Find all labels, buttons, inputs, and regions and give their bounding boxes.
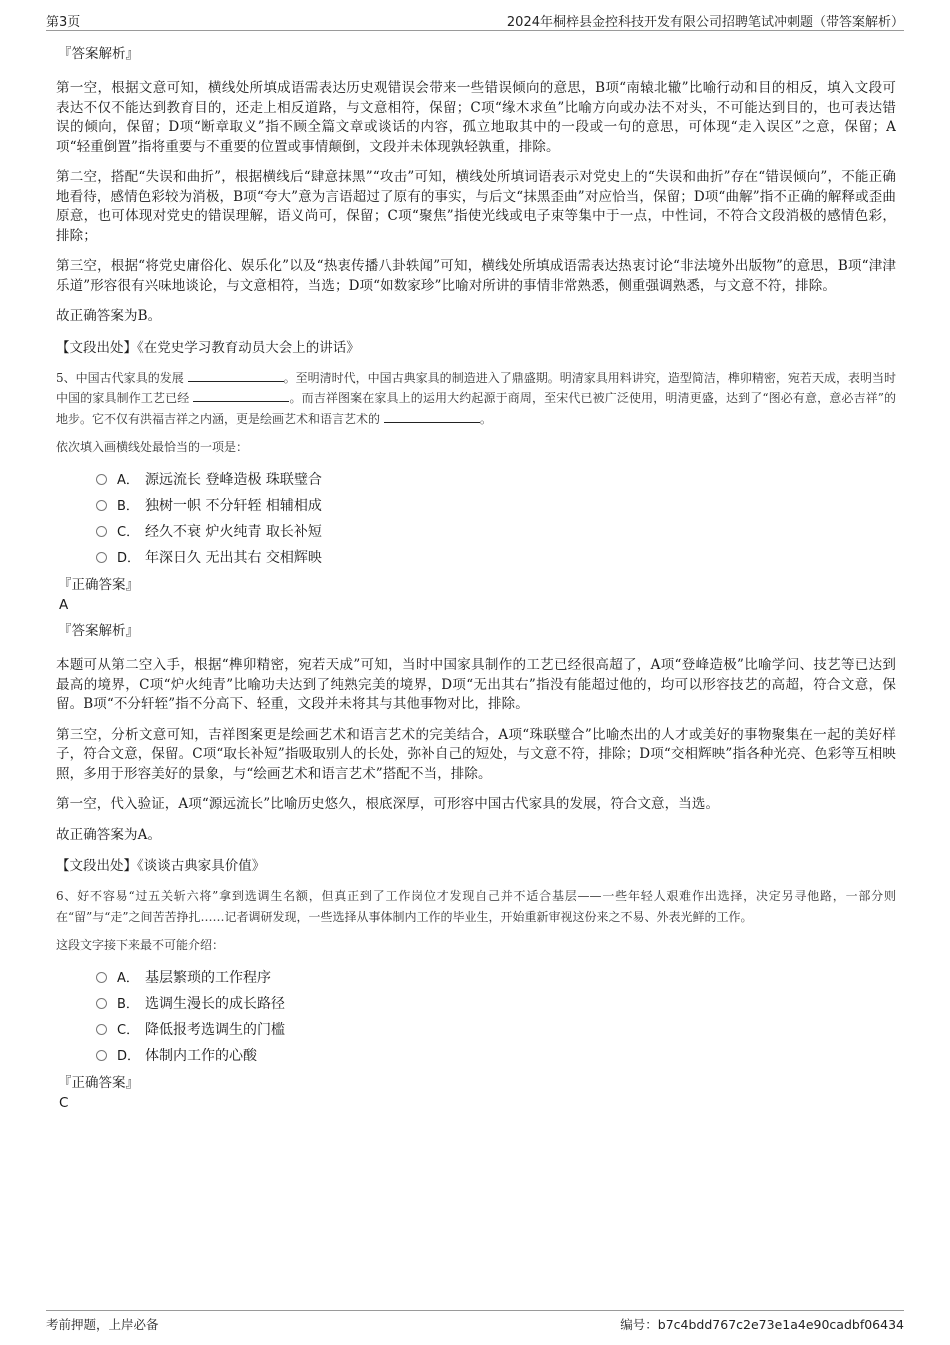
radio-icon[interactable] [96, 998, 107, 1009]
correct-answer: A [59, 597, 69, 613]
page-header [46, 8, 904, 31]
option-d[interactable]: D． 年深日久 无出其右 交相辉映 [96, 545, 896, 571]
option-a[interactable]: A． 源远流长 登峰造极 珠联璧合 [96, 467, 896, 493]
analysis-paragraph: 本题可从第二空入手，根据“榫卯精密，宛若天成”可知，当时中国家具制作的工艺已经很高超了，A项“登峰造极”比喻学问、技艺等已达到最高的境界，C项“炉火纯青”比喻功夫达到了纯熟完美的境界，D项“无出其右”指没有能超过他的，均可以形容技艺的高超，符合文意，保留。B项“不分轩轾”指不分高下、轻重，文段并未将其与其他事物对比，排除。 [56, 657, 896, 712]
question-6-prompt: 这段文字接下来最不可能介绍： [56, 938, 225, 952]
page-footer [46, 1310, 904, 1335]
question-5-options [96, 467, 896, 571]
radio-icon[interactable] [96, 1024, 107, 1035]
question-6-text: 6、好不容易“过五关斩六将”拿到选调生名额，但真正到了工作岗位才发现自己并不适合基层——一些年轻人艰难作出选择，决定另寻他路，一部分则在“留”与“走”之间苦苦挣扎……记者调研发现，一些选择从事体制内工作的毕业生，开始重新审视这份来之不易、外表光鲜的工作。 [56, 889, 896, 924]
fill-blank [193, 389, 289, 402]
radio-icon[interactable] [96, 552, 107, 563]
question-5-prompt: 依次填入画横线处最恰当的一项是： [56, 440, 249, 454]
page-content [56, 44, 896, 1119]
analysis-paragraph: 第一空，代入验证，A项“源远流长”比喻历史悠久，根底深厚，可形容中国古代家具的发展，符合文意，当选。 [56, 796, 720, 812]
radio-icon[interactable] [96, 500, 107, 511]
answer-conclusion: 故正确答案为B。 [56, 308, 162, 324]
analysis-paragraph: 第一空，根据文意可知，横线处所填成语需表达历史观错误会带来一些错误倾向的意思，B项“南辕北辙”比喻行动和目的相反，填入文段可表达不仅不能达到教育目的，还走上相反道路，与文意相符，保留；C项“缘木求鱼”比喻方向或办法不对头，不可能达到目的，也可表达错误的倾向，保留；D项“断章取义”指不顾全篇文章或谈话的内容，孤立地取其中的一段或一句的意思，可体现“走入误区”之意，保留；A项“轻重倒置”指将重要与不重要的位置或事情颠倒，文段并未体现孰轻孰重，排除。 [56, 80, 896, 155]
correct-answer-label: 『正确答案』 [58, 1075, 139, 1091]
source-citation: 【文段出处】《在党史学习教育动员大会上的讲话》 [56, 339, 360, 356]
radio-icon[interactable] [96, 1050, 107, 1061]
source-citation: 【文段出处】《谈谈古典家具价值》 [56, 858, 266, 874]
option-b[interactable]: B． 独树一帜 不分轩轾 相辅相成 [96, 493, 896, 519]
option-c[interactable]: C． 降低报考选调生的门槛 [96, 1017, 896, 1043]
analysis-paragraph: 第三空，分析文意可知，吉祥图案更是绘画艺术和语言艺术的完美结合，A项“珠联璧合”比喻杰出的人才或美好的事物聚集在一起的美好样子，符合文意，保留。C项“取长补短”指吸取别人的长处，弥补自己的短处，与文意不符，排除；D项“交相辉映”指各种光亮、色彩等互相映照，多用于形容美好的景象，与“绘画艺术和语言艺术”搭配不当，排除。 [56, 726, 896, 782]
option-c[interactable]: C． 经久不衰 炉火纯青 取长补短 [96, 519, 896, 545]
correct-answer: C [59, 1095, 69, 1111]
radio-icon[interactable] [96, 474, 107, 485]
radio-icon[interactable] [96, 972, 107, 983]
fill-blank [384, 410, 480, 423]
question-5-text: 5、中国古代家具的发展 。至明清时代，中国古典家具的制造进入了鼎盛期。明清家具用料讲究，造型简洁，榫卯精密，宛若天成，表明当时中国的家具制作工艺已经 。而吉祥图案在家具上的运用大约起源于商周，至宋代已被广泛使用，明清更盛，达到了“图必有意，意必吉祥”的地步。它不仅有洪福吉祥之内涵，更是绘画艺术和语言艺术的 。 [56, 370, 896, 426]
document-title: 2024年桐梓县金控科技开发有限公司招聘笔试冲刺题（带答案解析） [506, 15, 904, 30]
page-number: 第3页 [46, 15, 81, 30]
analysis-paragraph: 第二空，搭配“失误和曲折”，根据横线后“肆意抹黑”“攻击”可知，横线处所填词语表示对党史上的“失误和曲折”存在“错误倾向”，不能正确地看待，感情色彩较为消极，B项“夸大”意为言语超过了原有的事实，与后文“抹黑歪曲”对应恰当，保留；D项“曲解”指不正确的解释或歪曲原意，也可体现对党史的错误理解，语义尚可，保留；C项“聚焦”指使光线或电子束等集中于一点，中性词，不符合文段消极的感情色彩，排除； [56, 169, 896, 244]
document-code: 编号：b7c4bdd767c2e73e1a4e90cadbf06434 [620, 1317, 904, 1332]
analysis-label: 『答案解析』 [58, 46, 139, 62]
footer-slogan: 考前押题，上岸必备 [46, 1317, 159, 1332]
option-b[interactable]: B． 选调生漫长的成长路径 [96, 991, 896, 1017]
question-6-options [96, 965, 896, 1069]
radio-icon[interactable] [96, 526, 107, 537]
option-a[interactable]: A． 基层繁琐的工作程序 [96, 965, 896, 991]
option-d[interactable]: D． 体制内工作的心酸 [96, 1043, 896, 1069]
analysis-label: 『答案解析』 [58, 623, 139, 639]
fill-blank [188, 369, 284, 382]
correct-answer-label: 『正确答案』 [58, 577, 139, 593]
analysis-paragraph: 第三空，根据“将党史庸俗化、娱乐化”以及“热衷传播八卦轶闻”可知，横线处所填成语需表达热衷讨论“非法境外出版物”的意思，B项“津津乐道”形容很有兴味地谈论，与文意相符，当选；D项“如数家珍”比喻对所讲的事情非常熟悉，侧重强调熟悉，与文意不符，排除。 [56, 258, 896, 294]
answer-conclusion: 故正确答案为A。 [56, 826, 162, 843]
